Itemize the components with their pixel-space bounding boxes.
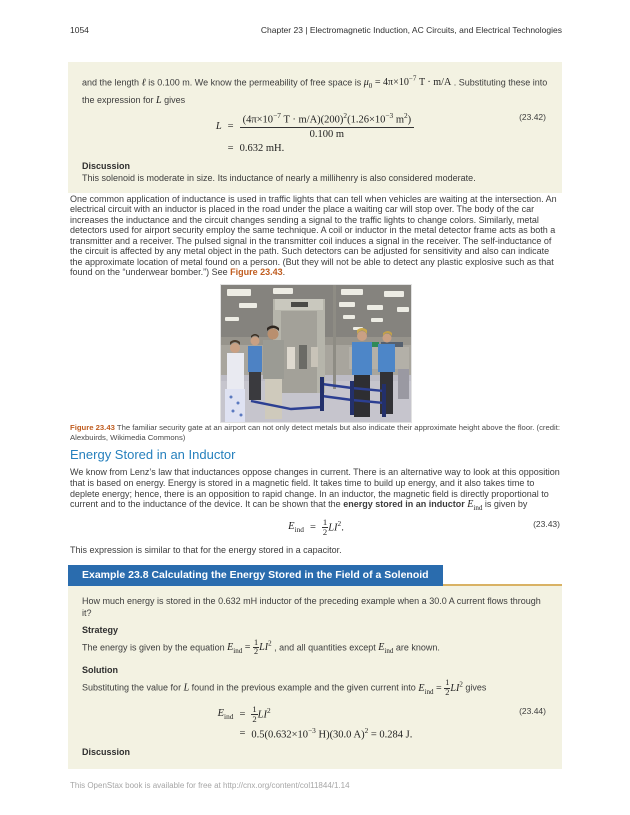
equation-23-42-lhs: L xyxy=(215,120,222,132)
equation-23-43-rhs: $\frac{1}{2}$ $LI^2$. xyxy=(322,517,344,538)
example-23-8-body xyxy=(68,584,562,769)
example-23-8-question: How much energy is stored in the 0.632 mH inductor of the preceding example when a 30.0 A current flows through it? xyxy=(82,596,541,618)
example-discussion-label: Discussion xyxy=(82,747,131,758)
example-23-8-title: Example 23.8 Calculating the Energy Stored in the Field of a Solenoid xyxy=(68,565,443,586)
security-gate-illustration xyxy=(221,285,411,422)
equals-sign: = xyxy=(227,120,234,132)
energy-paragraph: We know from Lenz’s law that inductances oppose changes in current. There is an alternative way to look at this opposition that is based on energy. Energy is stored in a magnetic field. It takes time to build up energy, and it also takes time to deplete energy; hence, there is an opposition to rapid change. In an inductor, the magnetic field is directly proportional to current and to the inductance of the device. It can be shown that the energy stored in an inductor $E_{ind}$ is given by xyxy=(70,467,560,513)
example-23-7-intro-text: and the length ℓ is 0.100 m. We know the permeability of free space is $\mu_0 = 4\pi\times 10^{-7}$ T · m/A . Substituting these into the expression for L gives xyxy=(82,75,548,107)
equation-23-42-fraction xyxy=(237,110,418,142)
fraction-denominator: 0.100 m xyxy=(309,129,345,140)
figure-23-43-link: Figure 23.43 xyxy=(230,267,283,278)
strategy-text: The energy is given by the equation $E_{ind}$ = $\frac{1}{2}$ $LI^2$ , and all quantities except $E_{ind}$ are known. xyxy=(82,637,440,657)
chapter-header-title: Chapter 23 | Electromagnetic Induction, AC Circuits, and Electrical Technologies xyxy=(260,25,562,35)
discussion-label: Discussion xyxy=(82,161,131,172)
solution-text: Substituting the value for L found in the previous example and the given current into $E_{ind}$ = $\frac{1}{2}$ $LI^2$ gives xyxy=(82,678,487,697)
equation-23-42-result: 0.632 mH. xyxy=(239,143,285,155)
application-paragraph: One common application of inductance is used in traffic lights that can tell when vehicles are waiting at the intersection. An electrical circuit with an inductor is placed in the road under the place a waiting car will stop over. The body of the car increases the inductance and the circuit changes sending a signal to the traffic lights to change colors. Similarly, metal detectors used for airport security employ the same technique. A coil or inductor in the metal detector frame acts as both a transmitter and a receiver. The pulsed signal in the transmitter coil induces a signal in the receiver. The self-inductance of the circuit is affected by any metal object in the path. Such detectors can be adjusted for sensitivity and also can indicate the approximate location of metal found on a person. (But they will not be able to detect any plastic explosive such as that found on the “underwear bomber.”) See Figure 23.43. xyxy=(70,194,557,278)
figure-caption-text: The familiar security gate at an airport can not only detect metals but also indicate their approximate height above the floor. (credit: Alexbuirds, Wikimedia Commons) xyxy=(70,423,560,442)
equation-23-44-lhs: $E_{ind}$ xyxy=(217,707,234,721)
equation-23-44-tag: (23.44) xyxy=(519,705,546,716)
equation-23-43-tag: (23.43) xyxy=(533,519,560,529)
figure-caption-label: Figure 23.43 xyxy=(70,423,115,432)
equation-23-42 xyxy=(82,110,548,155)
fraction-numerator: ($4\pi\times 10^{-7}$ $T \cdot m/A)(200)^2(1.26\times 10^{-3}$ $m^2$) xyxy=(240,111,415,128)
page-footer: This OpenStax book is available for free at http://cnx.org/content/col11844/1.14 xyxy=(70,781,350,790)
example-23-8-box xyxy=(68,565,562,769)
page-header xyxy=(70,25,562,35)
equation-23-42-tag: (23.42) xyxy=(519,112,546,123)
equals-sign: = xyxy=(239,708,246,720)
discussion-text: This solenoid is moderate in size. Its inductance of nearly a millihenry is also considered moderate. xyxy=(82,173,476,184)
equals-sign: = xyxy=(239,727,246,739)
section-heading-energy-stored-in-an-inductor: Energy Stored in an Inductor xyxy=(70,447,236,462)
equals-sign: = xyxy=(227,143,234,155)
equation-23-44-line2: $0.5(0.632\times 10^{-3}$ H)(30.0 A)$^2$ = 0.284 J. xyxy=(251,725,413,741)
equation-23-44-line1: $\frac{1}{2}$ $LI^2$ xyxy=(252,703,271,724)
equation-23-43-lhs: $E_{ind}$ xyxy=(288,520,304,535)
strategy-label: Strategy xyxy=(82,625,119,635)
equation-23-44 xyxy=(82,704,548,742)
capacitor-comparison-sentence: This expression is similar to that for the energy stored in a capacitor. xyxy=(70,545,342,555)
page-number: 1054 xyxy=(70,25,89,35)
equation-23-43 xyxy=(70,517,562,538)
solution-label: Solution xyxy=(82,665,118,676)
example-23-7-continuation-box xyxy=(68,62,562,193)
equals-sign: = xyxy=(309,522,316,534)
figure-23-43-photo xyxy=(220,284,412,423)
figure-23-43-caption xyxy=(70,423,562,442)
